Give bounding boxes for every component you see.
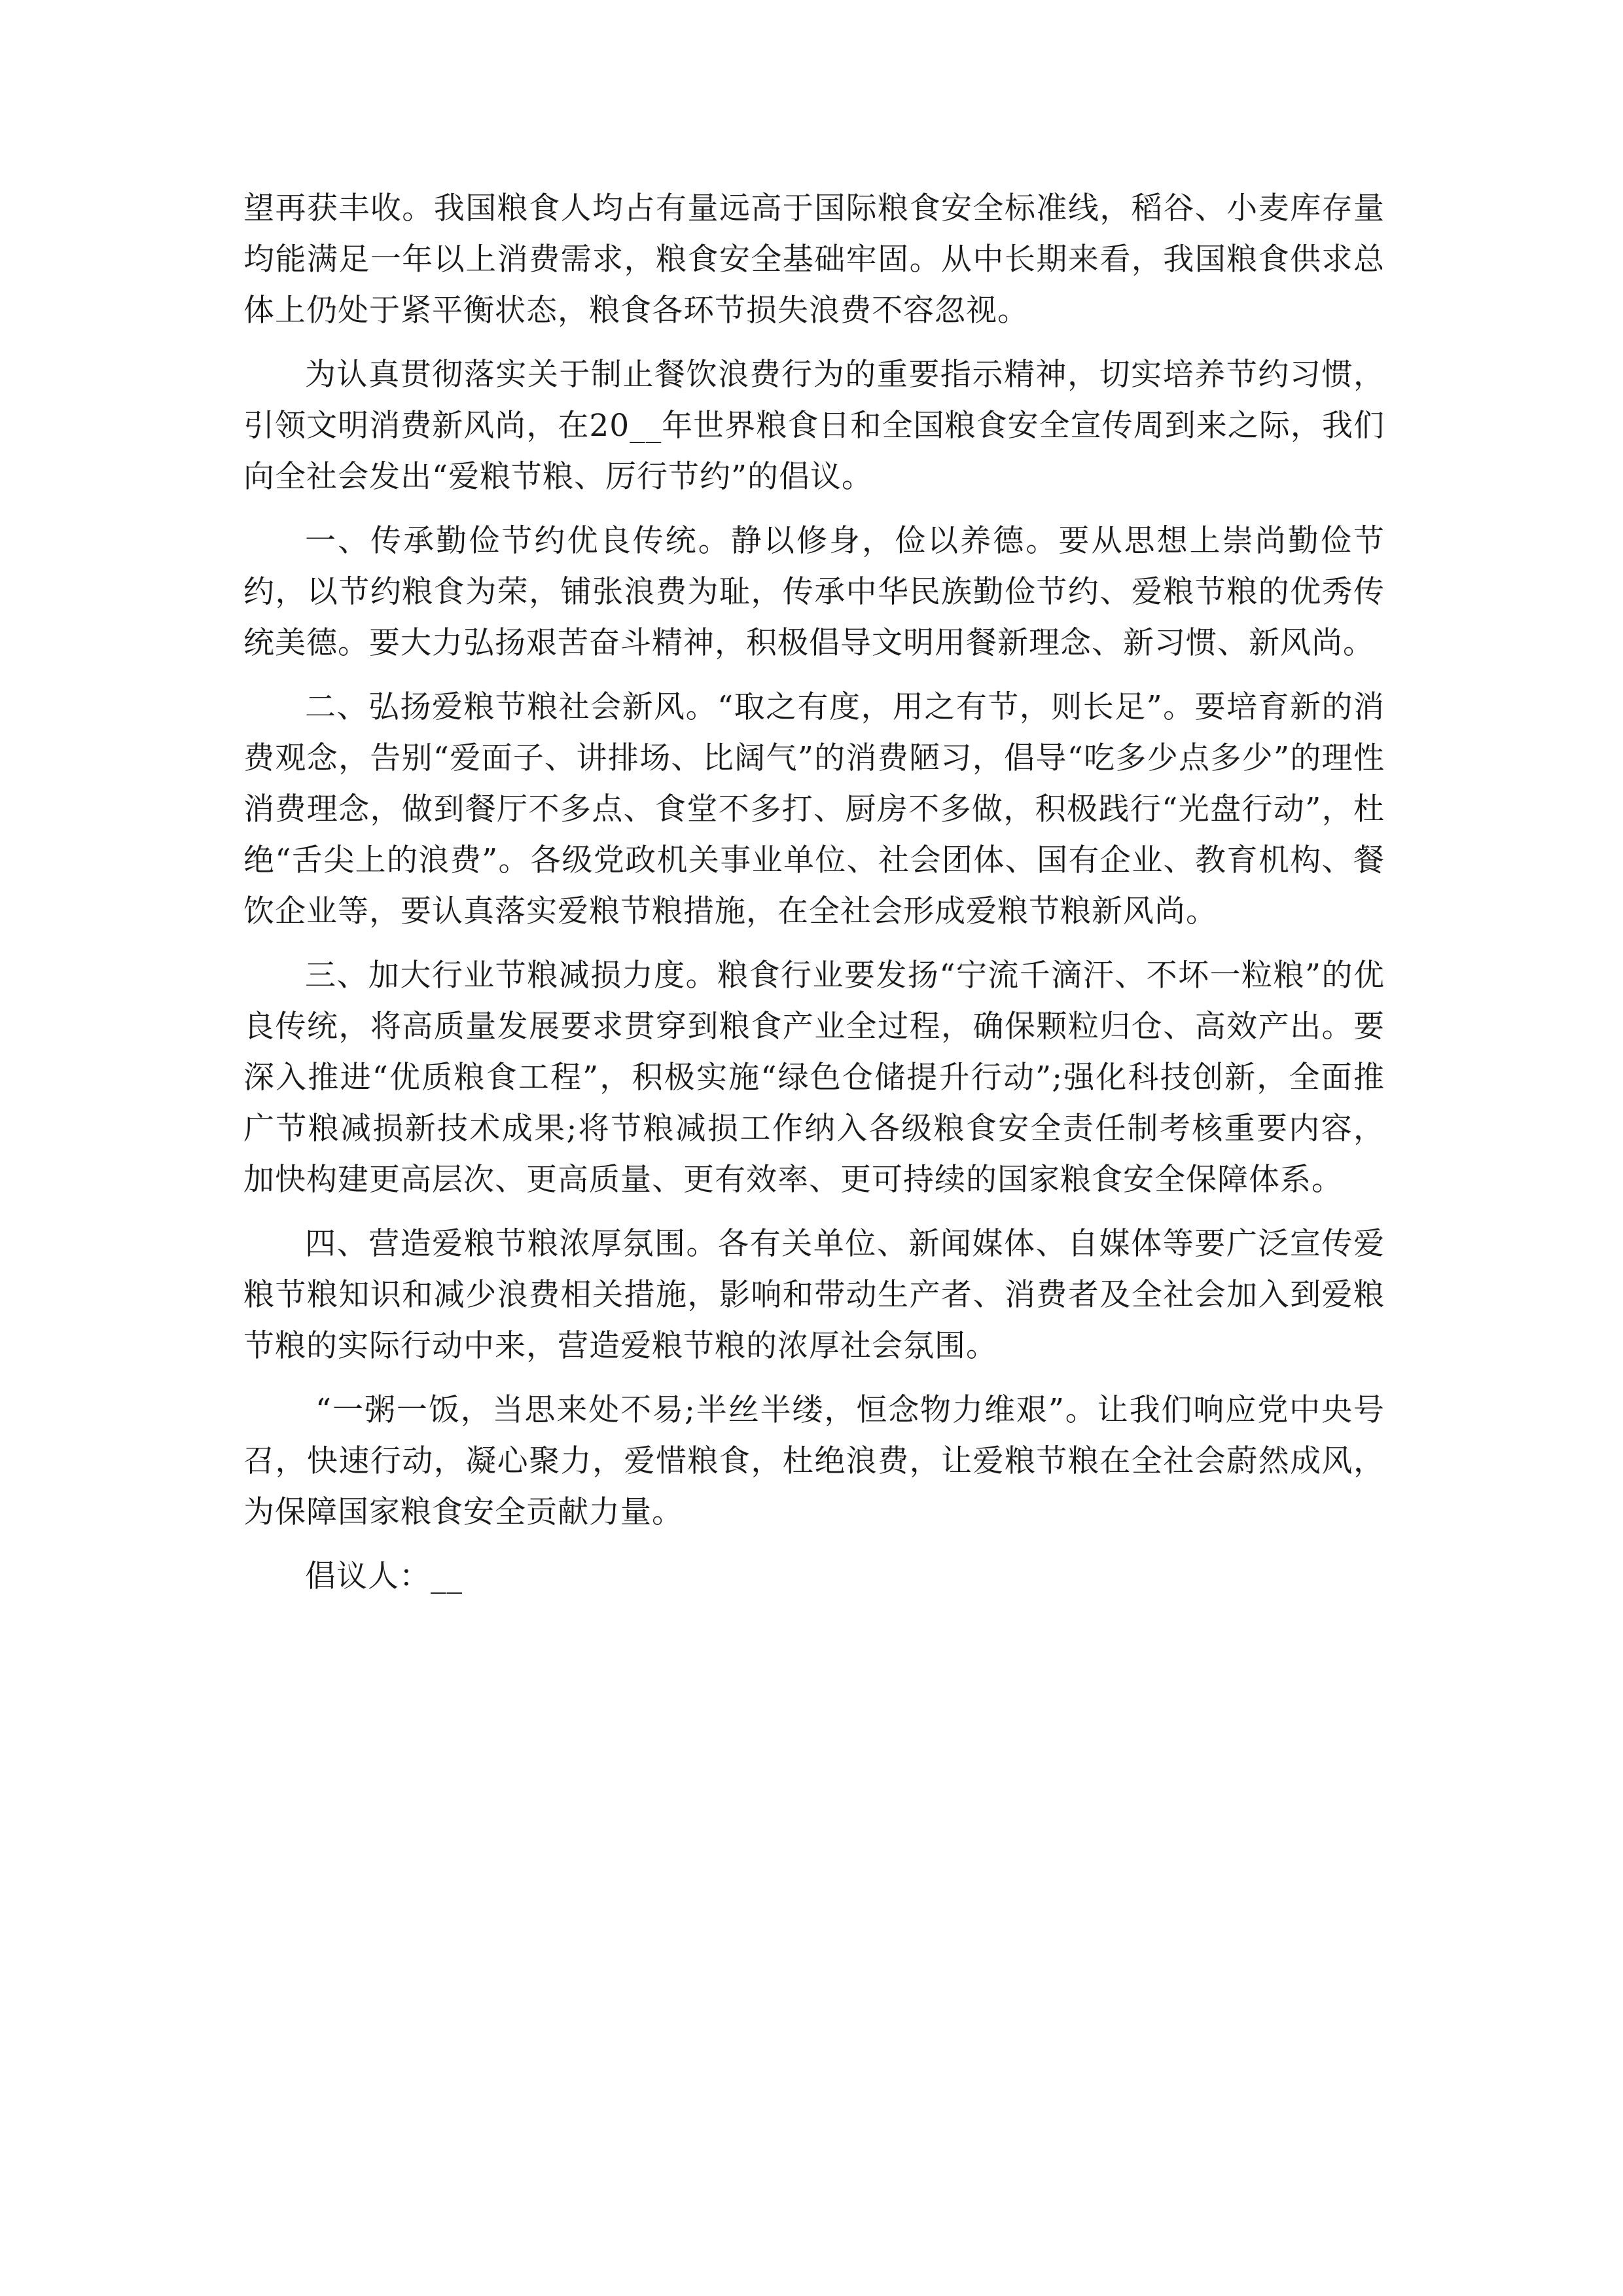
paragraph-continuation: 望再获丰收。我国粮食人均占有量远高于国际粮食安全标准线，稻谷、小麦库存量均能满足一年以上消费需求，粮食安全基础牢固。从中长期来看，我国粮食供求总体上仍处于紧平衡状态，粮食各环节损失浪费不容忽视。 bbox=[243, 190, 1385, 329]
paragraph-initiative-intro: 为认真贯彻落实关于制止餐饮浪费行为的重要指示精神，切实培养节约习惯，引领文明消费新风尚，在20__年世界粮食日和全国粮食安全宣传周到来之际，我们向全社会发出“爱粮节粮、厉行节约”的倡议。 bbox=[243, 357, 1385, 495]
document-body bbox=[243, 183, 1385, 1615]
paragraph-point-four: 四、营造爱粮节粮浓厚氛围。各有关单位、新闻媒体、自媒体等要广泛宣传爱粮节粮知识和减少浪费相关措施，影响和带动生产者、消费者及全社会加入到爱粮节粮的实际行动中来，营造爱粮节粮的浓厚社会氛围。 bbox=[243, 1226, 1385, 1364]
paragraph-closing-quote: “一粥一饭，当思来处不易;半丝半缕，恒念物力维艰”。让我们响应党中央号召，快速行动，凝心聚力，爱惜粮食，杜绝浪费，让爱粮节粮在全社会蔚然成风，为保障国家粮食安全贡献力量。 bbox=[243, 1392, 1385, 1530]
paragraph-point-one: 一、传承勤俭节约优良传统。静以修身，俭以养德。要从思想上崇尚勤俭节约，以节约粮食为荣，铺张浪费为耻，传承中华民族勤俭节约、爱粮节粮的优秀传统美德。要大力弘扬艰苦奋斗精神，积极倡导文明用餐新理念、新习惯、新风尚。 bbox=[243, 523, 1385, 661]
paragraph-point-three: 三、加大行业节粮减损力度。粮食行业要发扬“宁流千滴汗、不坏一粒粮”的优良传统，将高质量发展要求贯穿到粮食产业全过程，确保颗粒归仓、高效产出。要深入推进“优质粮食工程”，积极实施“绿色仓储提升行动”;强化科技创新，全面推广节粮减损新技术成果;将节粮减损工作纳入各级粮食安全责任制考核重要内容，加快构建更高层次、更高质量、更有效率、更可持续的国家粮食安全保障体系。 bbox=[243, 958, 1385, 1198]
signature-line: 倡议人：__ bbox=[305, 1558, 463, 1594]
paragraph-point-two: 二、弘扬爱粮节粮社会新风。“取之有度，用之有节，则长足”。要培育新的消费观念，告别“爱面子、讲排场、比阔气”的消费陋习，倡导“吃多少点多少”的理性消费理念，做到餐厅不多点、食堂不多打、厨房不多做，积极践行“光盘行动”，杜绝“舌尖上的浪费”。各级党政机关事业单位、社会团体、国有企业、教育机构、餐饮企业等，要认真落实爱粮节粮措施，在全社会形成爱粮节粮新风尚。 bbox=[243, 689, 1385, 929]
